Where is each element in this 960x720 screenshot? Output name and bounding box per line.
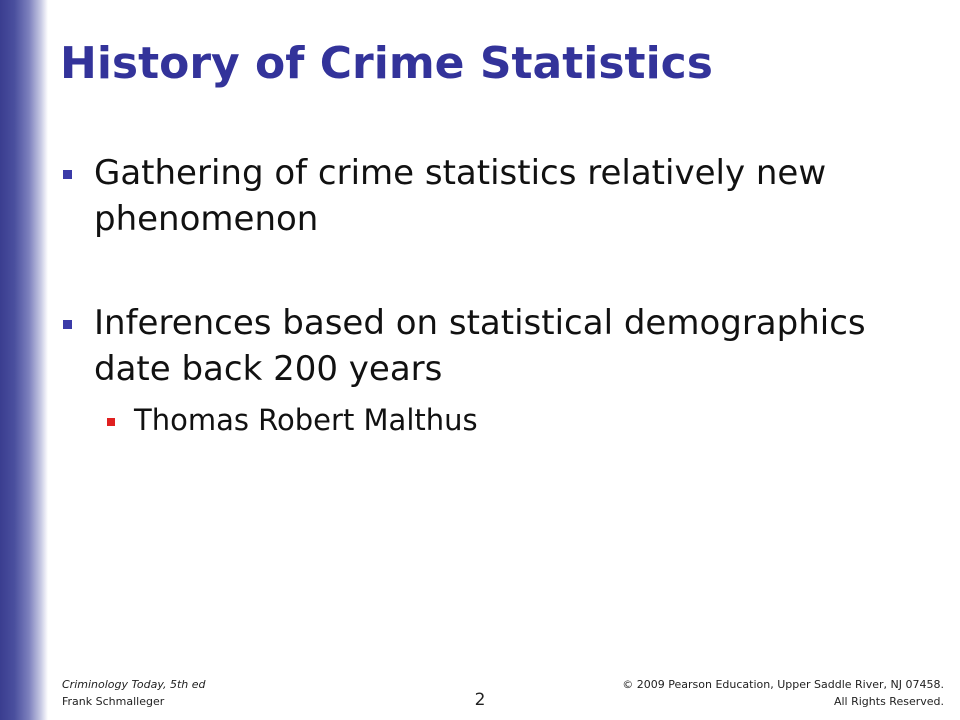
bullet-square-icon [63,170,72,179]
slide-title: History of Crime Statistics [60,38,713,89]
copyright-line-2: All Rights Reserved. [833,695,944,708]
bullet-text: Gathering of crime statistics relatively new phenomenon [94,153,827,239]
sub-bullet-item [94,400,920,440]
footer-copyright [622,676,944,710]
copyright-line-1: © 2009 Pearson Education, Upper Saddle River, NJ 07458. [622,678,944,691]
sub-bullet-list [94,400,920,440]
footer-book-title: Criminology Today, 5th ed [62,678,206,691]
footer-citation [62,676,206,710]
sub-bullet-text: Thomas Robert Malthus [134,403,478,437]
bullet-item [60,150,920,242]
sub-bullet-square-icon [107,418,115,426]
side-gradient-bar [0,0,48,720]
bullet-square-icon [63,320,72,329]
footer-author: Frank Schmalleger [62,695,165,708]
bullet-text: Inferences based on statistical demographics date back 200 years [94,303,866,389]
bullet-item [60,300,920,440]
page-number: 2 [474,690,486,710]
bullet-list [60,150,920,440]
